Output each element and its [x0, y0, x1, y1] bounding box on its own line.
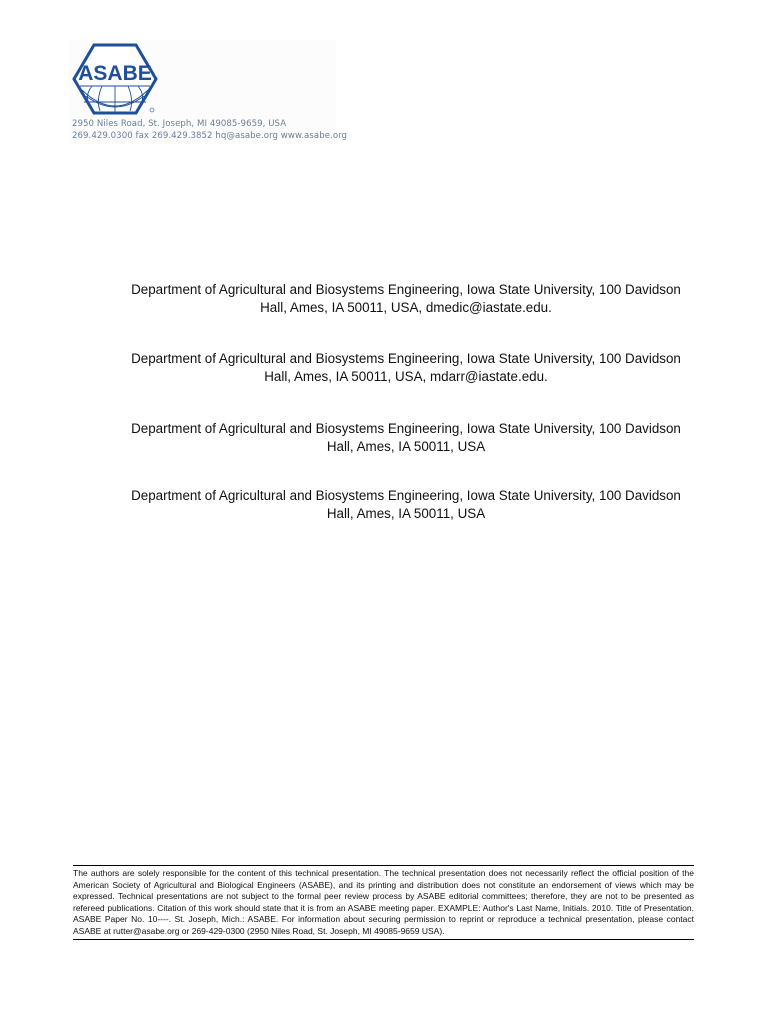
affiliation-line: Department of Agricultural and Biosystems Engineering, Iowa State University, 100 Davidson: [131, 351, 681, 366]
affiliation-1: [110, 281, 702, 317]
affiliation-line: Hall, Ames, IA 50011, USA, mdarr@iastate.edu.: [264, 369, 548, 384]
logo-text: ASABE: [78, 62, 152, 85]
affiliation-line: Hall, Ames, IA 50011, USA, dmedic@iastate.edu.: [260, 300, 552, 315]
affiliation-line: Hall, Ames, IA 50011, USA: [326, 506, 486, 521]
letterhead: [70, 40, 348, 144]
affiliation-3: [110, 420, 702, 456]
affiliation-4: [110, 487, 702, 523]
affiliation-line: Department of Agricultural and Biosystems Engineering, Iowa State University, 100 Davidson: [131, 282, 681, 297]
affiliation-line: Department of Agricultural and Biosystems Engineering, Iowa State University, 100 Davidson: [131, 421, 681, 436]
disclaimer-footnote: The authors are solely responsible for the content of this technical presentation. The technical presentation does not necessarily reflect the official position of the American Society of Agricultural and Biological Engineers (ASABE), and its printing and distribution does not constitute an endorsement of views which may be expressed. Technical presentations are not subject to the formal peer review process by ASABE editorial committees; therefore, they are not to be presented as refereed publications. Citation of this work should state that it is from an ASABE meeting paper. EXAMPLE: Author's Last Name, Initials. 2010. Title of Presentation. ASABE Paper No. 10----. St. Joseph, Mich.: ASABE. For information about securing permission to reprint or reproduce a technical presentation, please contact ASABE at rutter@asabe.org or 269-429-0300 (2950 Niles Road, St. Joseph, MI 49085-9659 USA).: [73, 865, 694, 940]
asabe-logo: [72, 42, 158, 116]
address-line: 2950 Niles Road, St. Joseph, MI 49085-9659, USA: [72, 119, 287, 129]
registered-mark-icon: [150, 108, 154, 112]
affiliation-line: Department of Agricultural and Biosystems Engineering, Iowa State University, 100 Davidson: [131, 488, 681, 503]
affiliation-line: Hall, Ames, IA 50011, USA: [326, 439, 486, 454]
contact-line: 269.429.0300 fax 269.429.3852 hq@asabe.org www.asabe.org: [72, 131, 348, 141]
affiliation-2: [110, 350, 702, 386]
